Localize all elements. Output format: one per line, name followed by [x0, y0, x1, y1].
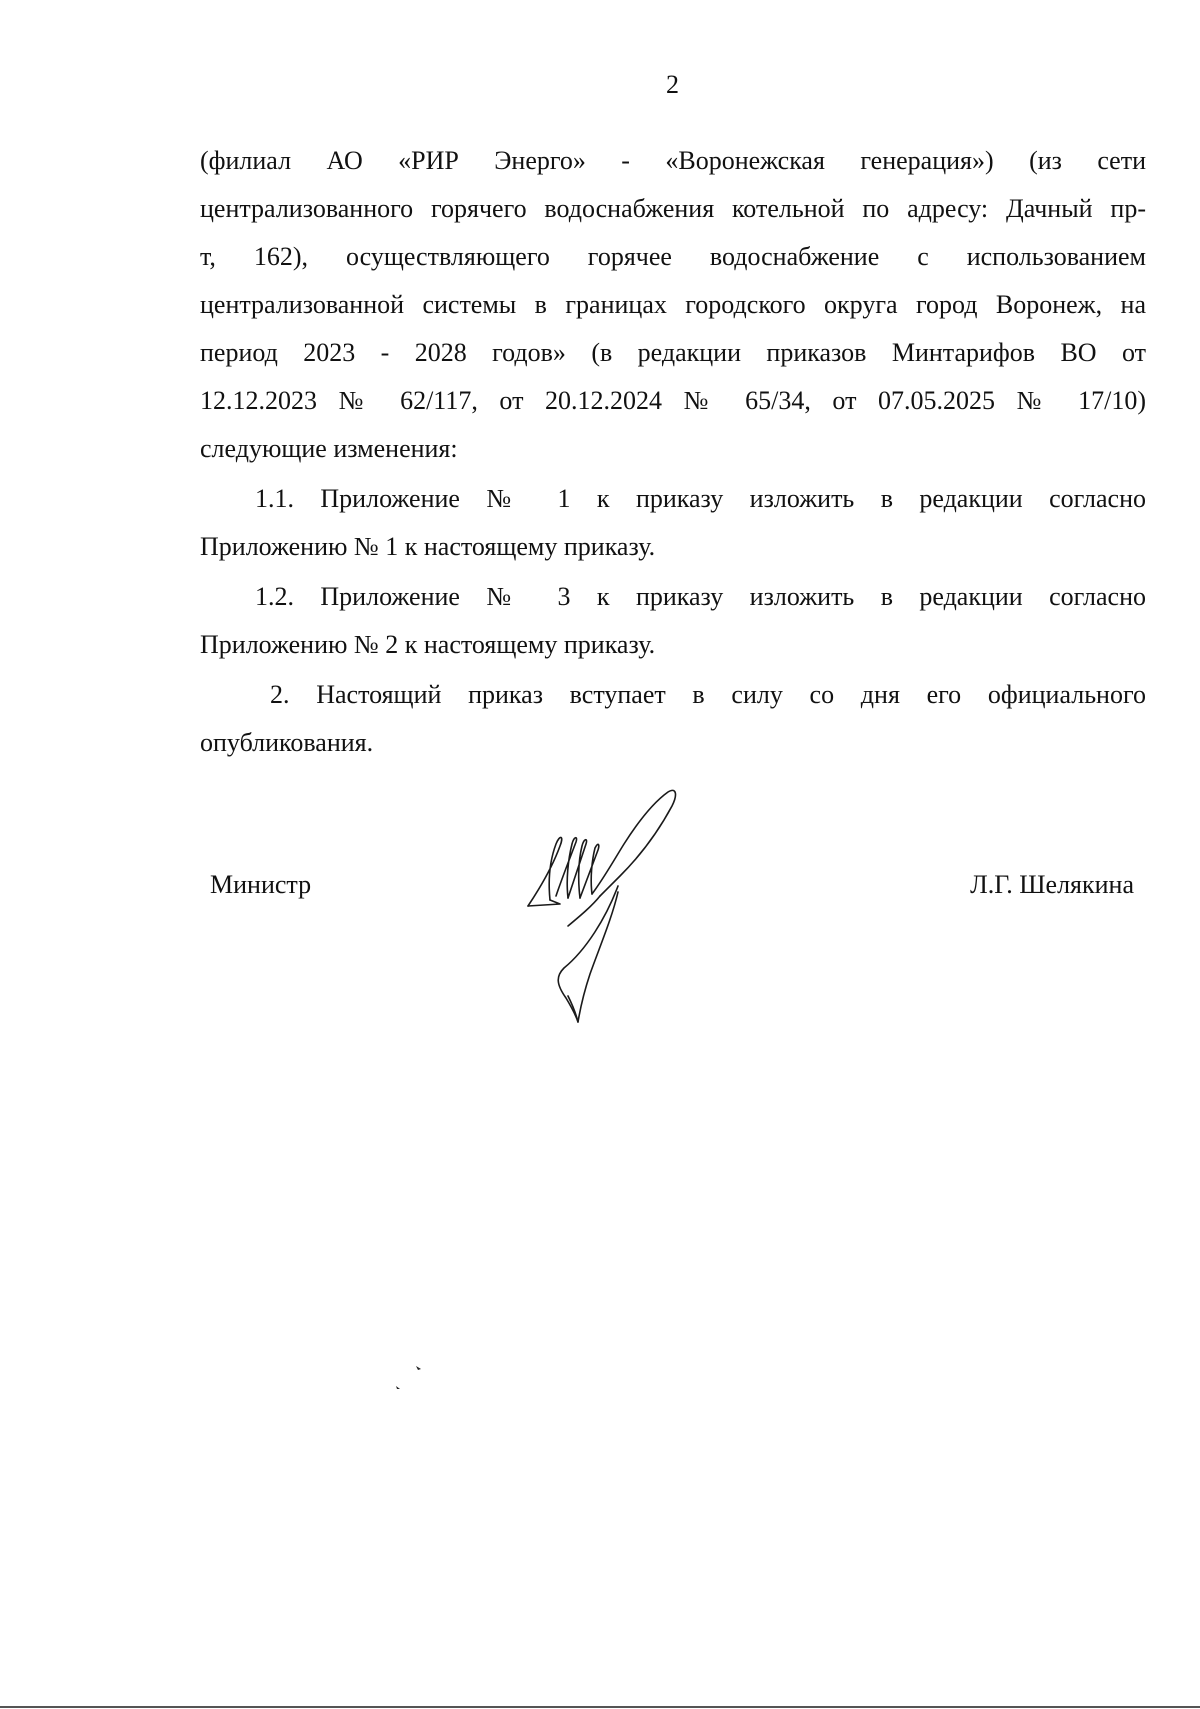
text-line: 12.12.2023 № 62/117, от 20.12.2024 № 65/34, от 07.05.2025 № 17/10) — [200, 386, 1146, 415]
text-line: следующие изменения: — [200, 434, 458, 463]
text-line: т, 162), осуществляющего горячее водоснабжение с использованием — [200, 242, 1146, 271]
text-line: период 2023 - 2028 годов» (в редакции приказов Минтарифов ВО от — [200, 338, 1146, 367]
paragraph-amendment-intro — [200, 137, 1146, 473]
text-line: (филиал АО «РИР Энерго» - «Воронежская генерация») (из сети — [200, 146, 1146, 175]
text-line: опубликования. — [200, 728, 374, 757]
text-line: централизованного горячего водоснабжения котельной по адресу: Дачный пр- — [200, 194, 1146, 223]
document-body — [200, 137, 1146, 767]
scan-speck-marks — [390, 1362, 430, 1392]
signatory-name: Л.Г. Шелякина — [970, 870, 1134, 899]
text-line: 2. Настоящий приказ вступает в силу со дня его официального — [270, 680, 1146, 709]
paragraph-item-1-1 — [200, 475, 1146, 571]
paragraph-item-2 — [200, 671, 1146, 767]
text-line: Приложению № 1 к настоящему приказу. — [200, 532, 656, 561]
text-line: централизованной системы в границах городского округа город Воронеж, на — [200, 290, 1146, 319]
page-number: 2 — [666, 70, 679, 99]
paragraph-item-1-2 — [200, 573, 1146, 669]
handwritten-signature — [520, 788, 690, 1024]
signatory-title: Министр — [210, 870, 312, 899]
text-line: 1.2. Приложение № 3 к приказу изложить в редакции согласно — [255, 582, 1146, 611]
text-line: Приложению № 2 к настоящему приказу. — [200, 630, 656, 659]
page-edge-line — [0, 1706, 1200, 1708]
text-line: 1.1. Приложение № 1 к приказу изложить в редакции согласно — [255, 484, 1146, 513]
